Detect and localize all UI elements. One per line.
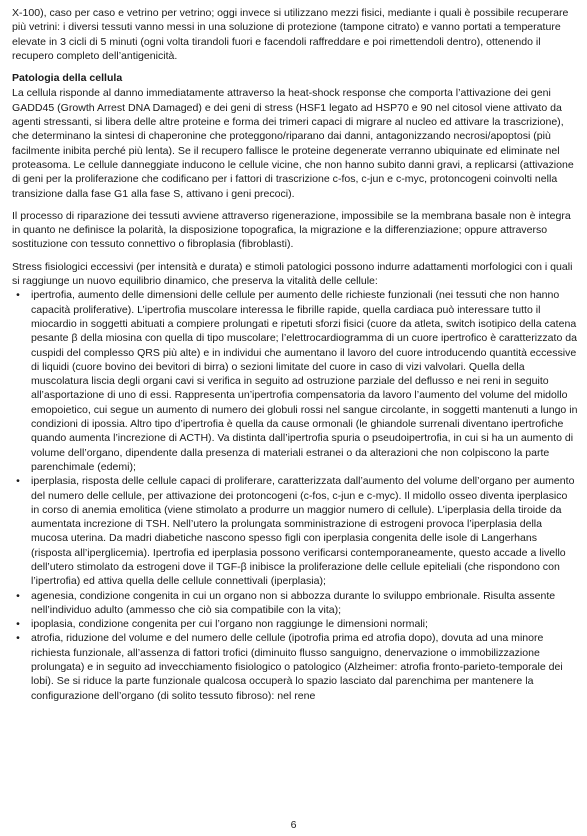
list-item-text: ipertrofia, aumento delle dimensioni delle cellule per aumento delle richieste funzionali (nei tessuti che non hanno capacità proliferative). L’ipertrofia muscolare interessa le fibrille rapide, quella cardiaca può interessare tutto il miocardio in soggetti abituati a compiere prolungati e ripetuti sforzi fisici (cuore da atleta, switch isotipico della catena pesante β della miosina con quella di tipo muscolare; l’elettrocardiogramma di un cuore ipertrofico è caratterizzato da cuspidi del complesso QRS più alte) e in individui che aumentano il lavoro del cuore introducendo quantità eccessive di liquidi (cuore bovino dei bevitori di birra) o sezioni limitate del cuore in caso di vizi valvolari. Quella della muscolatura liscia degli organi cavi si verifica in seguito ad ostruzione parziale del deflusso e nei reni in seguito all’asportazione di uno di essi. Rappresenta un’ipertrofia compensatoria da lavoro l’aumento del volume del midollo emopoietico, cui segue un aumento di numero dei globuli rossi nel sangue circolante, in soggetti mantenuti a lungo in condizioni di ipossia. Altro tipo d’ipertrofia è quella da cause ormonali (le ghiandole surrenali diventano ipertrofiche quando aumenta l’increzione di ACTH). Va distinta dall’ipertrofia spuria o pseudoipertrofia, in cui si ha un aumento di volume dell’organo, dipendente dalla presenza di materiali estranei o da alterazioni che non colpiscono la parte parenchimale (edemi); xyxy=(31,289,578,473)
paragraph-cell-response: La cellula risponde al danno immediatamente attraverso la heat-shock response che comporta l’attivazione dei geni GADD45 (Growth Arrest DNA Damaged) e dei geni di stress (HSF1 legato ad HSP70 e 90 nel citosol viene attivato da agenti stressanti, si libera delle altre proteine e forma dei trimeri capaci di migrare al nucleo ed attivare la trascrizione), che determinano la sintesi di chaperonine che proteggono/riparano dai danni, antagonizzando necrosi/apoptosi (più facilmente inibita perché più lenta). Se il recupero fallisce le proteine degenerate verranno ubiquinate ed eliminate nel proteasoma. Le cellule danneggiate inducono le cellule vicine, che non hanno subito danni gravi, a replicarsi (attivazione di geni per la proliferazione che codificano per i fattori di trascrizione c-fos, c-jun e c-myc, protoncogeni coinvolti nella transizione dalla fase G1 alla fase S, attivano i geni precoci). xyxy=(12,87,574,200)
list-item-agenesia xyxy=(12,589,578,618)
bullet-marker: • xyxy=(16,589,20,602)
page-number: 6 xyxy=(290,819,297,831)
list-item-text: atrofia, riduzione del volume e del numero delle cellule (ipotrofia prima ed atrofia dopo), dovuta ad una minore richiesta funzionale, all’assenza di fattori trofici (diminuito flusso sanguigno, denervazione o immobilizzazione prolungata) e in seguito ad invecchiamento fisiologico o patologico (Alzheimer: atrofia fronto-parieto-temporale dei lobi). Se si riduce la parte funzionale qualcosa occuperà lo spazio lasciato dal parenchima per mantenere la configurazione dell’organo (di solito tessuto fibroso): nel rene xyxy=(31,632,563,702)
document-page xyxy=(12,6,578,703)
list-item-ipoplasia xyxy=(12,617,578,631)
bullet-marker: • xyxy=(16,475,20,488)
section-heading: Patologia della cellula xyxy=(12,72,123,85)
list-item-text: ipoplasia, condizione congenita per cui l’organo non raggiunge le dimensioni normali; xyxy=(31,618,428,631)
list-item-ipertrofia xyxy=(12,288,578,474)
adaptation-list xyxy=(12,288,578,703)
bullet-marker: • xyxy=(16,618,20,631)
list-item-iperplasia xyxy=(12,474,578,588)
bullet-marker: • xyxy=(16,289,20,302)
intro-paragraph: X-100), caso per caso e vetrino per vetrino; oggi invece si utilizzano mezzi fisici, mediante i quali è possibile recuperare più vetrini: i diversi tessuti vanno messi in una soluzione di protezione (tampone citrato) e vanno portati a temperature elevate in 3 cicli di 5 minuti (ogni volta tirandoli fuori e facendoli raffreddare e poi rimettendoli dentro), ottenendo il recupero completo dell’antigenicità. xyxy=(12,7,569,62)
list-item-text: iperplasia, risposta delle cellule capaci di proliferare, caratterizzata dall’aumento del volume dell’organo per aumento del numero delle cellule, per attivazione dei protoncogeni (c-fos, c-jun e c-myc). Il midollo osseo diventa iperplasico in corso di anemia emolitica (viene stimolato a produrre un maggior numero di cellule). L’iperplasia della tiroide da aumentata increzione di TSH. Nell’utero la prolungata somministrazione di estrogeni provoca l’iperplasia della mucosa uterina. Da madri diabetiche nascono spesso figli con iperplasia congenita delle isole di Langerhans (risposta all’iperglicemia). Ipertrofia ed iperplasia possono verificarsi contemporaneamente, questo accade a livello dell’utero stimolato da estrogeni dove il TGF-β inibisce la proliferazione delle cellule epiteliali (che rispondono con l’ipertrofia) ed attiva quella delle cellule connettivali (iperplasia); xyxy=(31,475,575,588)
paragraph-stress-intro: Stress fisiologici eccessivi (per intensità e durata) e stimoli patologici possono indurre adattamenti morfologici con i quali si raggiunge un nuovo equilibrio dinamico, che preserva la vitalità delle cellule: xyxy=(12,260,573,288)
paragraph-tissue-repair: Il processo di riparazione dei tessuti avviene attraverso rigenerazione, impossibile se la membrana basale non è integra in quanto ne definisce la polarità, la disposizione topografica, la migrazione e la differenziazione; oppure attraverso sostituzione con tessuto connettivo o fibroplasia (fibroblasti). xyxy=(12,209,571,251)
list-item-text: agenesia, condizione congenita in cui un organo non si abbozza durante lo sviluppo embrionale. Risulta assente nell’individuo adulto (ammesso che ciò sia compatibile con la vita); xyxy=(31,589,556,616)
list-item-atrofia xyxy=(12,631,578,702)
bullet-marker: • xyxy=(16,632,20,645)
